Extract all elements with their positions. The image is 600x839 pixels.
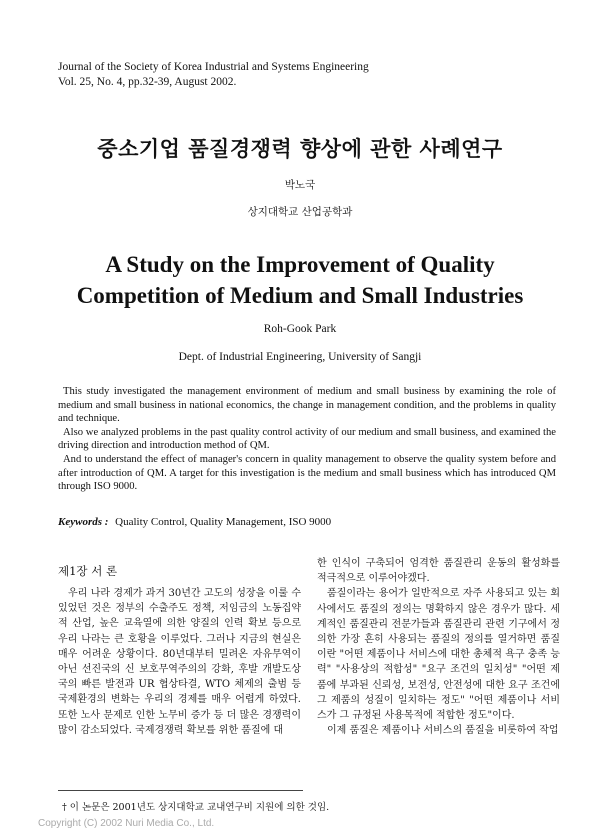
keywords-label: Keywords :	[58, 516, 109, 528]
korean-author: 박노국	[284, 179, 316, 191]
english-affiliation: Dept. of Industrial Engineering, University of Sangji	[178, 351, 422, 363]
keywords-text: Quality Control, Quality Management, ISO 9000	[115, 516, 332, 528]
korean-title: 중소기업 품질경쟁력 향상에 관한 사례연구	[97, 136, 503, 161]
section-title: 제1장 서 론	[58, 564, 118, 578]
footnote: † 이 논문은 2001년도 상지대학교 교내연구비 지원에 의한 것임.	[62, 802, 330, 813]
body-paragraph: 품질이라는 용어가 일반적으로 자주 사용되고 있는 회사에서도 품질의 정의는 명확하지 않은 경우가 많다. 세계적인 품질관리 전문가들과 품질관리 관련 기구에서 정의한 가장 흔히 사용되는 품질의 정의를 열거하면 품질이란 "어떤 제품이나 서비스에 대한 총체적 욕구 충족 능력" "사용상의 적합성" "요구 조건의 일치성" "어떤 제품에 부과된 신뢰성, 보전성, 안전성에 대한 요구 조건에 그 제품의 성질이 일치하는 정도" "어떤 제품이나 서비스가 그 규정된 사용목적에 적합한 정도"이다.	[317, 588, 560, 722]
english-title-line-2: Competition of Medium and Small Industries	[76, 283, 524, 308]
journal-volume: Vol. 25, No. 4, pp.32-39, August 2002.	[58, 76, 237, 88]
english-title-line-1: A Study on the Improvement of Quality	[105, 252, 495, 277]
journal-header	[58, 60, 369, 90]
footnote-divider	[58, 790, 303, 791]
copyright-notice: Copyright (C) 2002 Nuri Media Co., Ltd.	[38, 818, 215, 829]
body-paragraph-continuation: 한 인식이 구축되어 엄격한 품질관리 운동의 활성화를 적극적으로 이루어야겠다.	[317, 558, 560, 585]
body-left-column	[58, 586, 301, 738]
abstract-paragraph: And to understand the effect of manager's concern in quality management to observe the quality system before and after introduction of QM. A target for this investigation is the medium and small business which has introduced QM through ISO 9000.	[58, 453, 556, 493]
english-title	[0, 249, 600, 311]
korean-affiliation: 상지대학교 산업공학과	[247, 206, 353, 218]
body-right-column	[317, 556, 560, 738]
abstract-paragraph: Also we analyzed problems in the past quality control activity of our medium and small business, and examined the driving direction and introduction method of QM.	[58, 426, 556, 452]
body-paragraph: 우리 나라 경제가 과거 30년간 고도의 성장을 이룰 수 있었던 것은 정부의 수출주도 정책, 저임금의 노동집약적 산업, 높은 교육열에 의한 양질의 인력 확보 등으로 우리 나라는 큰 호황을 이루었다. 그러나 지금의 현실은 매우 어려운 상황이다. 80년대부터 밀려온 자유무역이 아닌 선진국의 신 보호무역주의의 강화, 후발 개발도상국의 빠른 발전과 UR 협상타결, WTO 체제의 출범 등 국제환경의 변화는 우리의 경제를 매우 어렵게 하였다. 또한 노사 문제로 인한 노무비 증가 등 더 많은 경쟁력이 많이 감소되었다. 국제경쟁력 확보를 위한 품질에 대	[58, 588, 301, 736]
english-author: Roh-Gook Park	[263, 323, 337, 335]
abstract-paragraph: This study investigated the management environment of medium and small business by examining the role of medium and small business in national economics, the change in management condition, and the problems in quality and technique.	[58, 386, 556, 425]
abstract	[58, 385, 556, 494]
body-paragraph: 이제 품질은 제품이나 서비스의 품질을 비롯하여 작업	[327, 725, 559, 737]
journal-name: Journal of the Society of Korea Industrial and Systems Engineering	[58, 61, 369, 73]
keywords	[58, 516, 331, 528]
